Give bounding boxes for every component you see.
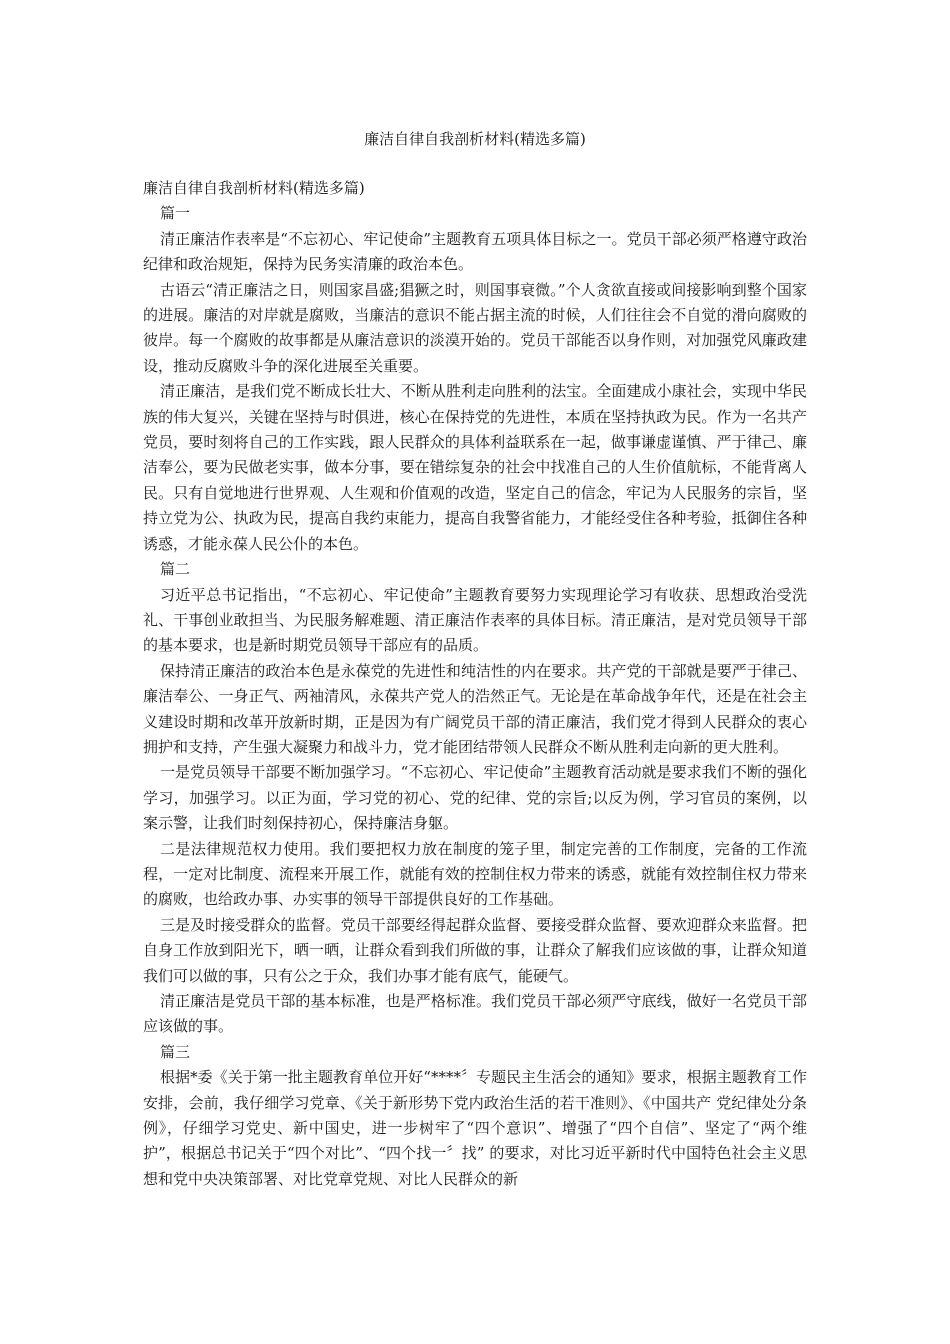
paragraph: 清正廉洁作表率是“不忘初心、牢记使命”主题教育五项具体目标之一。党员干部必须严格遵守政治纪律和政治规矩，保持为民务实清廉的政治本色。 — [143, 229, 807, 274]
paragraph: 三是及时接受群众的监督。党员干部要经得起群众监督、要接受群众监督、要欢迎群众来监督。把自身工作放到阳光下，晒一晒，让群众看到我们所做的事，让群众了解我们应该做的事，让群众知道我们可以做的事，只有公之于众，我们办事才能有底气，能硬气。 — [143, 915, 807, 985]
section-heading-3: 篇三 — [160, 1042, 191, 1061]
paragraph: 根据*委《关于第一批主题教育单位开好“****〞专题民主生活会的通知》要求，根据主题教育工作安排，会前，我仔细学习党章、《关于新形势下党内政治生活的若干准则》、《中国共产 党纪律处分条例》，仔细学习党史、新中国史，进一步树牢了“四个意识”、增强了“四个自信”、坚定了“两个维护”，根据总书记关于“四个对比”、“四个找一〞找” 的要求，对比习近平新时代中国特色社会主义思想和党中央决策部署、对比党章党规、对比人民群众的新 — [143, 1068, 807, 1188]
paragraph: 习近平总书记指出，“不忘初心、牢记使命”主题教育要努力实现理论学习有收获、思想政治受洗礼、干事创业敢担当、为民服务解难题、清正廉洁作表率的具体目标。清正廉洁，是对党员领导干部的基本要求，也是新时期党员领导干部应有的品质。 — [143, 585, 807, 655]
document-title: 廉洁自律自我剖析材料(精选多篇) — [364, 130, 586, 148]
paragraph: 清正廉洁是党员干部的基本标准，也是严格标准。我们党员干部必须严守底线，做好一名党员干部应该做的事。 — [143, 992, 807, 1036]
paragraph: 保持清正廉洁的政治本色是永葆党的先进性和纯洁性的内在要求。共产党的干部就是要严于律己、廉洁奉公、一身正气、两袖清风，永葆共产党人的浩然正气。无论是在革命战争年代，还是在社会主义建设时期和改革开放新时期，正是因为有广阔党员干部的清正廉洁，我们党才得到人民群众的衷心拥护和支持，产生强大凝聚力和战斗力，党才能团结带领人民群众不断从胜利走向新的更大胜利。 — [143, 661, 807, 756]
document-body — [143, 176, 807, 1192]
document-subtitle: 廉洁自律自我剖析材料(精选多篇) — [143, 179, 365, 197]
paragraph: 古语云“清正廉洁之日，则国家昌盛;猖獗之时，则国事衰微。”个人贪欲直接或间接影响到整个国家的进展。廉洁的对岸就是腐败，当廉洁的意识不能占据主流的时候，人们往往会不自觉的滑向腐败的彼岸。每一个腐败的故事都是从廉洁意识的淡漠开始的。党员干部能否以身作则，对加强党风廉政建设，推动反腐败斗争的深化进展至关重要。 — [143, 280, 807, 375]
paragraph: 二是法律规范权力使用。我们要把权力放在制度的笼子里，制定完善的工作制度，完备的工作流程，一定对比制度、流程来开展工作，就能有效的控制住权力带来的诱惑，就能有效控制住权力带来的腐败，也给政办事、办实事的领导干部提供良好的工作基础。 — [143, 839, 807, 909]
paragraph: 一是党员领导干部要不断加强学习。“不忘初心、牢记使命”主题教育活动就是要求我们不断的强化学习，加强学习。以正为面，学习党的初心、党的纪律、党的宗旨;以反为例，学习官员的案例，以案示警，让我们时刻保持初心，保持廉洁身躯。 — [143, 763, 807, 833]
paragraph: 清正廉洁，是我们党不断成长壮大、不断从胜利走向胜利的法宝。全面建成小康社会，实现中华民族的伟大复兴，关键在坚持与时俱进，核心在保持党的先进性，本质在坚持执政为民。作为一名共产党员，要时刻将自己的工作实践，跟人民群众的具体利益联系在一起，做事谦虚谨慎、严于律己、廉洁奉公，要为民做老实事，做本分事，要在错综复杂的社会中找准自己的人生价值航标，不能背离人民。只有自觉地进行世界观、人生观和价值观的改造，坚定自己的信念，牢记为人民服务的宗旨，坚持立党为公、执政为民，提高自我约束能力，提高自我警省能力，才能经受住各种考验，抵御住各种诱惑，才能永葆人民公仆的本色。 — [143, 382, 807, 553]
section-heading-2: 篇二 — [160, 560, 191, 579]
section-heading-1: 篇一 — [160, 204, 191, 223]
